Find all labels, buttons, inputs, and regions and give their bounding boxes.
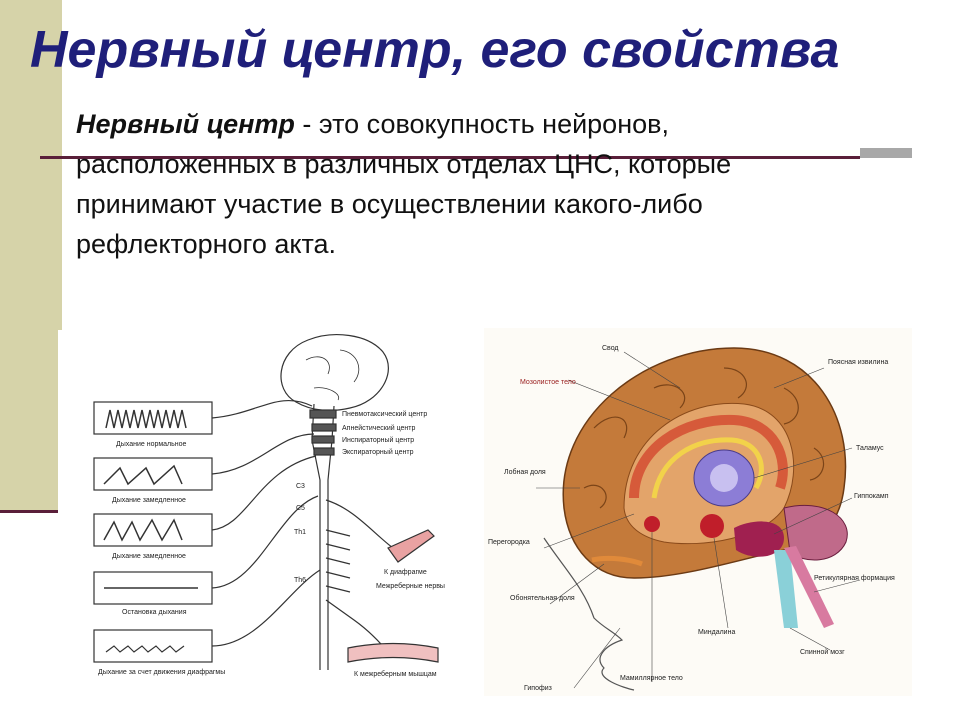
brain-anatomy-figure: [484, 328, 912, 696]
center-marker-1: [310, 410, 336, 418]
breath-label-3: Дыхание замедленное: [112, 553, 186, 560]
leader-11: [790, 628, 830, 650]
label-fornix: Свод: [602, 345, 619, 352]
center-marker-2: [312, 424, 336, 431]
segment-label-4: Th6: [294, 577, 307, 584]
decor-grey-bar: [860, 148, 912, 158]
connector-2: [212, 434, 314, 474]
center-label-2: Апнейстический центр: [342, 425, 416, 432]
breath-box-3: [94, 514, 212, 546]
label-hippocampus: Гиппокамп: [854, 493, 889, 500]
trace-slow-2: [104, 520, 182, 540]
breath-label-2: Дыхание замедленное: [112, 497, 186, 504]
definition-paragraph: [76, 104, 866, 264]
diaphragm-shape: [388, 530, 434, 562]
thalamus-inner: [710, 464, 738, 492]
breath-box-5: [94, 630, 212, 662]
breath-box-2: [94, 458, 212, 490]
slide-title: Нервный центр, его свойства: [30, 21, 840, 79]
amygdala: [700, 514, 724, 538]
definition-text: - это совокупность нейронов, расположенных в различных отделах ЦНС, которые принимают участие в осуществлении какого-либо рефлекторного акта.: [76, 109, 732, 259]
segment-label-1: C3: [296, 483, 305, 490]
brainstem: [312, 404, 334, 670]
left-band-underline: [0, 510, 62, 513]
respiratory-diagram-svg: [58, 330, 474, 698]
organ-label-1: К диафрагме: [384, 569, 427, 576]
leader-12: [574, 628, 620, 688]
brain-gyri: [306, 350, 359, 400]
intercostal-muscle: [348, 644, 438, 663]
label-amygdala: Миндалина: [698, 629, 736, 636]
organ-label-2: Межреберные нервы: [376, 583, 445, 590]
segment-label-2: C5: [296, 505, 305, 512]
center-label-4: Экспираторный центр: [342, 449, 414, 456]
phrenic-nerve: [326, 500, 402, 554]
brain-anatomy-svg: [484, 328, 912, 696]
respiratory-center-diagram: [58, 330, 474, 698]
center-marker-4: [314, 448, 334, 455]
label-thalamus: Таламус: [856, 445, 884, 452]
label-septum: Перегородка: [488, 539, 530, 546]
breath-label-5: Дыхание за счет движения диафрагмы: [98, 669, 226, 676]
center-label-3: Инспираторный центр: [342, 437, 415, 444]
connector-3: [212, 456, 316, 530]
segment-label-3: Th1: [294, 529, 307, 536]
label-olfactory: Обонятельная доля: [510, 595, 575, 602]
label-frontal-lobe: Лобная доля: [504, 469, 546, 476]
label-reticular: Ретикулярная формация: [814, 575, 895, 582]
organ-label-3: К межреберным мышцам: [354, 671, 437, 678]
center-label-1: Пневмотаксический центр: [342, 411, 428, 418]
brain-outline: [281, 335, 388, 411]
trace-slow-1: [104, 466, 182, 484]
breath-label-4: Остановка дыхания: [122, 609, 187, 616]
label-pituitary: Гипофиз: [524, 685, 552, 692]
breath-label-1: Дыхание нормальное: [116, 441, 187, 448]
label-corpus-callosum: Мозолистое тело: [520, 379, 576, 386]
trace-diaphragm: [106, 646, 184, 652]
label-mammillary: Мамиллярное тело: [620, 675, 683, 682]
center-marker-3: [312, 436, 334, 443]
definition-term: Нервный центр: [76, 109, 295, 139]
intercostal-nerves: [326, 530, 388, 652]
label-cingulate: Поясная извилина: [828, 359, 889, 366]
trace-normal: [106, 410, 186, 428]
mammillary-body: [644, 516, 660, 532]
label-spinal-cord: Спинной мозг: [800, 649, 845, 656]
